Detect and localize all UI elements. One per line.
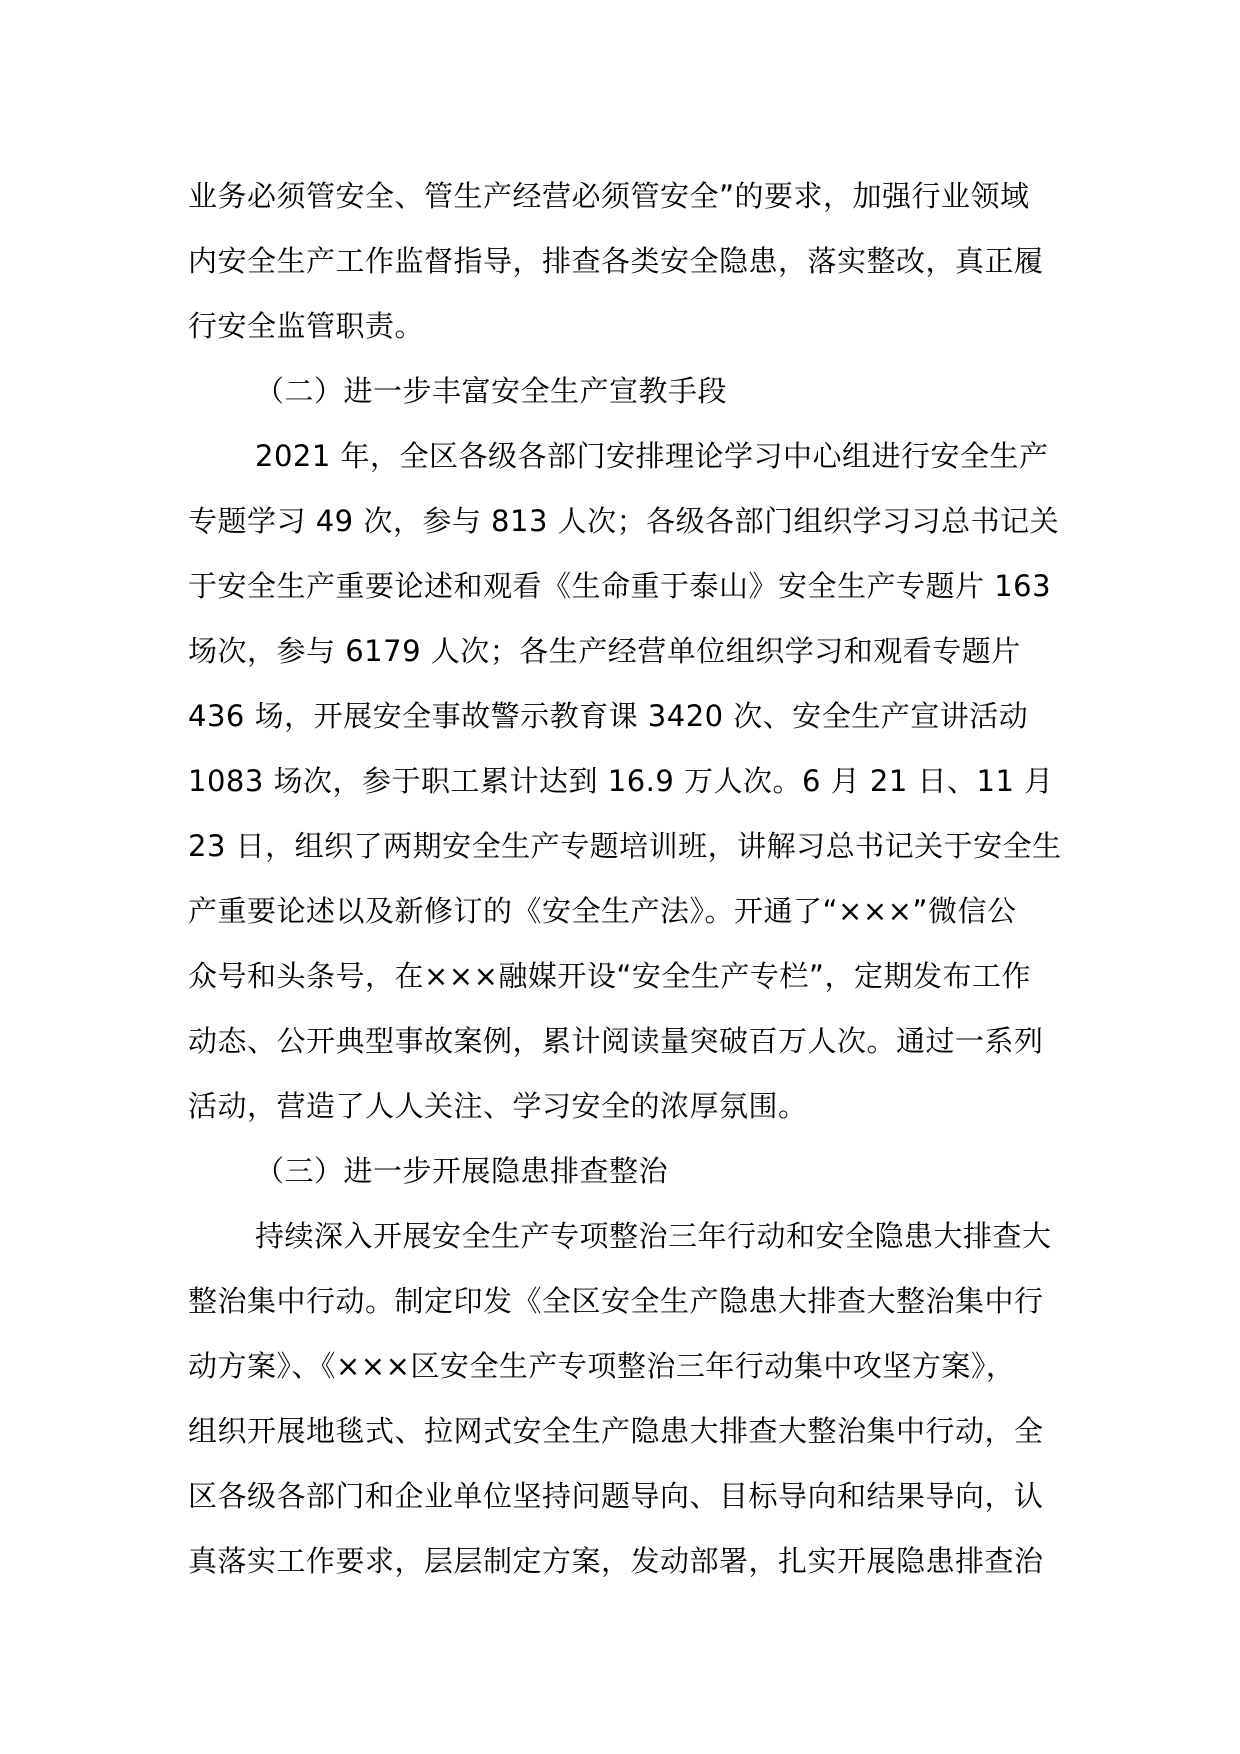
paragraph-line: 专题学习 49 次，参与 813 人次；各级各部门组织学习习总书记关 [188, 504, 1060, 538]
paragraph-line: 场次，参与 6179 人次；各生产经营单位组织学习和观看专题片 [188, 634, 1021, 668]
paragraph-line: 1083 场次，参于职工累计达到 16.9 万人次。6 月 21 日、11 月 [188, 764, 1054, 798]
paragraph-line: 于安全生产重要论述和观看《生命重于泰山》安全生产专题片 163 [188, 569, 1052, 603]
paragraph-line: 组织开展地毯式、拉网式安全生产隐患大排查大整治集中行动，全 [188, 1414, 1044, 1448]
paragraph-line: 2021 年，全区各级各部门安排理论学习中心组进行安全生产 [255, 439, 1049, 473]
paragraph-line: 整治集中行动。制定印发《全区安全生产隐患大排查大整治集中行 [188, 1284, 1044, 1318]
paragraph-line: 区各级各部门和企业单位坚持问题导向、目标导向和结果导向，认 [188, 1479, 1044, 1513]
paragraph-line: 业务必须管安全、管生产经营必须管安全”的要求，加强行业领域 [188, 179, 1030, 213]
paragraph-line: 行安全监管职责。 [188, 309, 425, 343]
paragraph-line: 活动，营造了人人关注、学习安全的浓厚氛围。 [188, 1089, 808, 1123]
paragraph-line: 持续深入开展安全生产专项整治三年行动和安全隐患大排查大 [255, 1219, 1052, 1253]
paragraph-line: 436 场，开展安全事故警示教育课 3420 次、安全生产宣讲活动 [188, 699, 1029, 733]
paragraph-line: 23 日，组织了两期安全生产专题培训班，讲解习总书记关于安全生 [188, 829, 1062, 863]
paragraph-line: 产重要论述以及新修订的《安全生产法》。开通了“×××”微信公 [188, 894, 1017, 928]
paragraph-line: 众号和头条号，在×××融媒开设“安全生产专栏”，定期发布工作 [188, 959, 1031, 993]
paragraph-line: 动方案》、《×××区安全生产专项整治三年行动集中攻坚方案》， [188, 1349, 1016, 1383]
section-heading: （三）进一步开展隐患排查整治 [255, 1154, 669, 1188]
section-heading: （二）进一步丰富安全生产宣教手段 [255, 374, 728, 408]
paragraph-line: 真落实工作要求，层层制定方案，发动部署，扎实开展隐患排查治 [188, 1544, 1044, 1578]
paragraph-line: 动态、公开典型事故案例，累计阅读量突破百万人次。通过一系列 [188, 1024, 1044, 1058]
paragraph-line: 内安全生产工作监督指导，排查各类安全隐患，落实整改，真正履 [188, 244, 1044, 278]
